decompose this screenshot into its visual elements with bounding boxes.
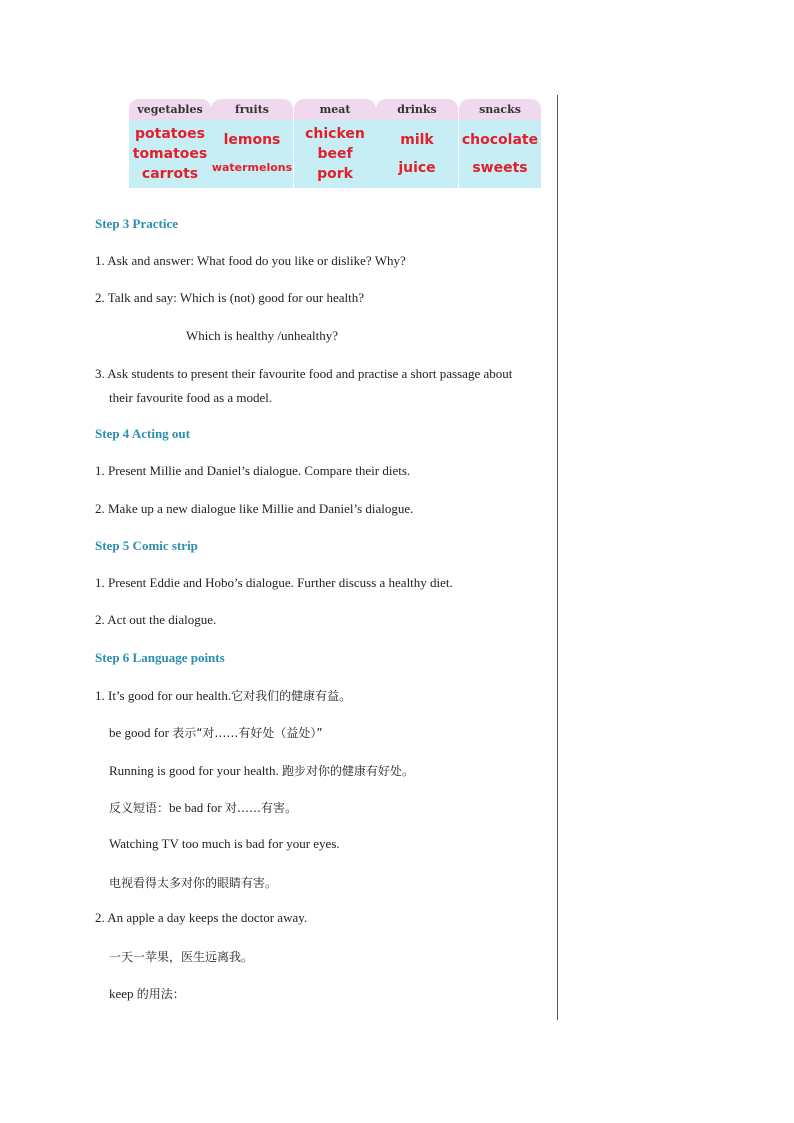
- food-column-header: vegetables: [129, 99, 211, 120]
- step4-heading: Step 4 Acting out: [95, 426, 190, 441]
- food-item: potatoes: [135, 126, 205, 142]
- food-column-drinks: [376, 99, 458, 188]
- phrase-en: be good for: [109, 725, 169, 740]
- food-column-snacks: [459, 99, 541, 188]
- step3-heading: Step 3 Practice: [95, 216, 179, 231]
- step3-item-2b: Which is healthy /unhealthy?: [186, 328, 338, 343]
- food-item: carrots: [141, 166, 199, 182]
- step3-item-1: 1. Ask and answer: What food do you like or dislike? Why?: [95, 253, 406, 268]
- food-column-header: drinks: [376, 99, 458, 120]
- antonym-cn: 对……有害。: [224, 801, 297, 815]
- phrase-cn: 表示“对……有好处（益处）”: [172, 726, 323, 740]
- food-item: sweets: [472, 160, 528, 176]
- language-point-2: 2. An apple a day keeps the doctor away.: [95, 910, 308, 925]
- language-point-2-cn: 一天一苹果，医生远离我。: [109, 950, 254, 964]
- antonym-en: be bad for: [169, 800, 222, 815]
- food-item: chocolate: [461, 132, 539, 148]
- language-point-1-en: 1. It’s good for our health.: [95, 688, 232, 703]
- food-column-header: fruits: [211, 99, 293, 120]
- food-item: tomatoes: [132, 146, 208, 162]
- antonym-label: 反义短语：: [109, 801, 170, 815]
- step4-item-2: 2. Make up a new dialogue like Millie and Daniel’s dialogue.: [95, 501, 414, 516]
- food-column-body: [129, 120, 211, 188]
- antonym-phrase: [109, 799, 297, 816]
- be-good-for-explanation: [109, 724, 323, 741]
- tv-example-en: Watching TV too much is bad for your eyes.: [109, 836, 340, 851]
- step3-item-3-line1: 3. Ask students to present their favourite food and practise a short passage about: [95, 366, 513, 381]
- food-column-meat: [294, 99, 376, 188]
- food-item: lemons: [223, 132, 281, 148]
- running-example: [109, 762, 414, 779]
- food-item: watermelons: [211, 161, 293, 174]
- food-column-body: [376, 120, 458, 188]
- food-item: chicken: [305, 126, 365, 142]
- keep-en: keep: [109, 986, 134, 1001]
- step4-item-1: 1. Present Millie and Daniel’s dialogue. Compare their diets.: [95, 463, 411, 478]
- step5-item-1: 1. Present Eddie and Hobo’s dialogue. Further discuss a healthy diet.: [95, 575, 453, 590]
- example-cn: 跑步对你的健康有好处。: [281, 764, 414, 778]
- margin-divider: [557, 95, 558, 1020]
- food-item: juice: [398, 160, 436, 176]
- food-column-header: meat: [294, 99, 376, 120]
- food-column-body: [211, 120, 293, 188]
- food-item: pork: [317, 166, 353, 182]
- keep-cn: 的用法：: [136, 987, 185, 1001]
- step3-item-2: 2. Talk and say: Which is (not) good for our health?: [95, 290, 365, 305]
- food-column-header: snacks: [459, 99, 541, 120]
- food-item: milk: [400, 132, 434, 148]
- step6-heading: Step 6 Language points: [95, 650, 225, 665]
- food-column-body: [294, 120, 376, 188]
- food-item: beef: [317, 146, 353, 162]
- food-table: [129, 99, 541, 188]
- language-point-1-cn: 它对我们的健康有益。: [231, 689, 352, 703]
- food-column-body: [459, 120, 541, 188]
- tv-example-cn: 电视看得太多对你的眼睛有害。: [109, 876, 278, 890]
- language-point-1: [95, 687, 351, 704]
- food-column-fruits: [211, 99, 293, 188]
- example-en: Running is good for your health.: [109, 763, 279, 778]
- step5-item-2: 2. Act out the dialogue.: [95, 612, 217, 627]
- keep-usage: [109, 985, 185, 1002]
- food-column-vegetables: [129, 99, 211, 188]
- step3-item-3-line2: their favourite food as a model.: [109, 390, 273, 405]
- step5-heading: Step 5 Comic strip: [95, 538, 198, 553]
